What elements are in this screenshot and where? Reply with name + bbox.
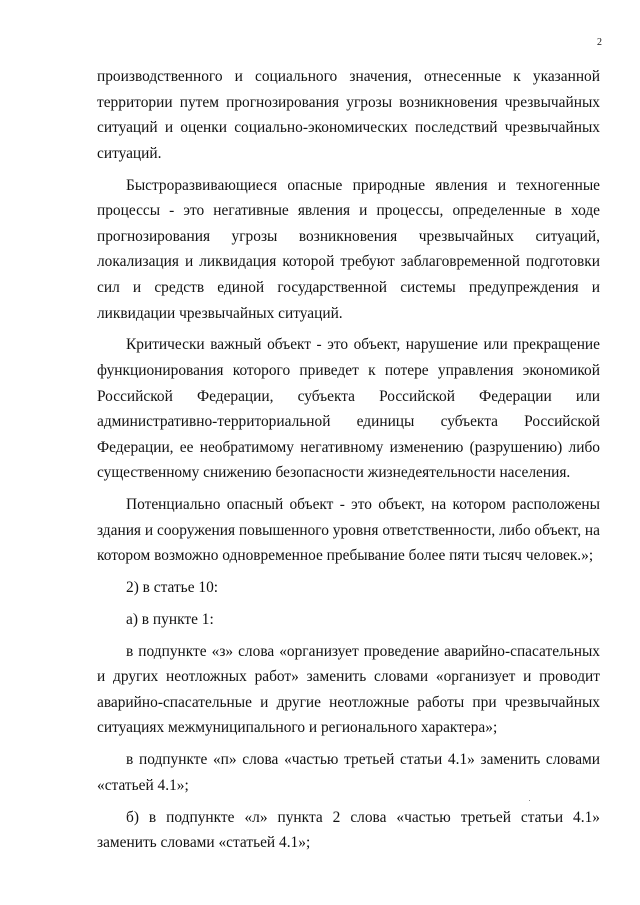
paragraph-definition-hazardous-object: Потенциально опасный объект - это объект, на котором расположены здания и сооружения повышенного уровня ответственности, либо объект, на котором возможно одновременное пребывание более пяти тысяч человек.»; xyxy=(97,496,600,565)
paragraph-definition-critical-object: Критически важный объект - это объект, нарушение или прекращение функционирования которого приведет к потере управления экономикой Российской Федерации, субъекта Российской Федерации или административно-территориальной единицы субъекта Российской Федерации, ее необратимому негативному изменению (разрушению) либо существенному снижению безопасности жизнедеятельности населения. xyxy=(97,336,600,482)
paragraph-definition-fast-hazards: Быстроразвивающиеся опасные природные явления и техногенные процессы - это негативные явления и процессы, определенные в ходе прогнозирования угрозы возникновения чрезвычайных ситуаций, локализация и ликвидация которой требуют заблаговременной подготовки сил и средств единой государственной системы предупреждения и ликвидации чрезвычайных ситуаций. xyxy=(97,176,600,322)
page-number: 2 xyxy=(597,37,602,48)
paragraph-subitem-p: в подпункте «п» слова «частью третьей статьи 4.1» заменить словами «статьей 4.1»; xyxy=(97,751,600,794)
document-body xyxy=(97,64,600,862)
paragraph-item-b: б) в подпункте «л» пункта 2 слова «частью третьей статьи 4.1» заменить словами «статьей 4.1»; xyxy=(97,808,600,852)
paragraph-item-a: а) в пункте 1: xyxy=(126,610,214,628)
paragraph-article-10: 2) в статье 10: xyxy=(126,579,219,597)
scan-speck xyxy=(529,800,530,801)
paragraph-subitem-z: в подпункте «з» слова «организует проведение аварийно-спасательных и других неотложных работ» заменить словами «организует и проводит аварийно-спасательные и другие неотложные работы при чрезвычайных ситуациях межмуниципального и регионального характера»; xyxy=(97,642,600,737)
paragraph-continuation: производственного и социального значения, отнесенные к указанной территории путем прогнозирования угрозы возникновения чрезвычайных ситуаций и оценки социально-экономических последствий чрезвычайных ситуаций. xyxy=(97,68,600,162)
